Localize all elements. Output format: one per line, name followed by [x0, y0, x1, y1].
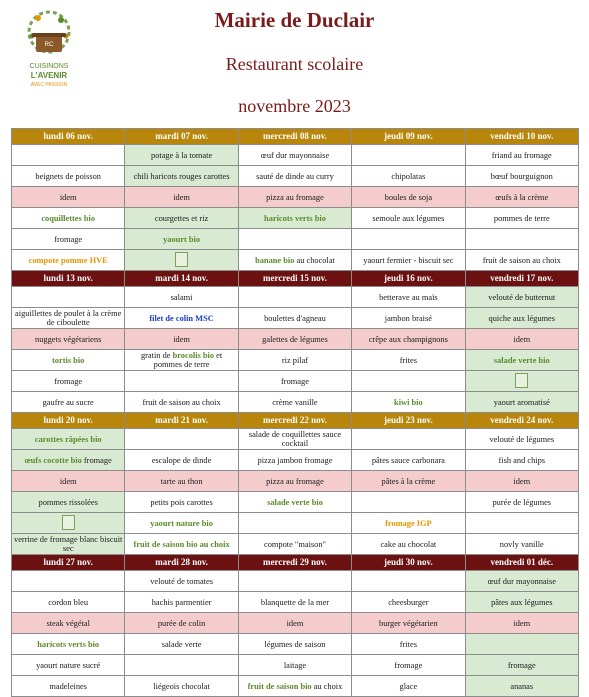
menu-cell [352, 229, 465, 250]
dish-text: friand au fromage [491, 150, 552, 160]
menu-cell [125, 208, 238, 229]
day-header: lundi 20 nov. [12, 413, 125, 429]
dish-text: crème vanille [272, 397, 318, 407]
dish-text: courgettes et riz [154, 213, 209, 223]
menu-cell [12, 187, 125, 208]
menu-cell [352, 287, 465, 308]
dish-text: fromage [394, 660, 423, 670]
day-header: mercredi 22 nov. [238, 413, 351, 429]
menu-cell [465, 287, 578, 308]
menu-row [12, 592, 579, 613]
menu-cell [12, 513, 125, 534]
day-header: lundi 06 nov. [12, 129, 125, 145]
menu-cell [465, 429, 578, 450]
menu-cell [12, 350, 125, 371]
menu-cell [238, 634, 351, 655]
dish-text: boules de soja [384, 192, 433, 202]
dish-text: escalope de dinde [151, 455, 212, 465]
menu-cell [352, 429, 465, 450]
menu-cell [238, 287, 351, 308]
menu-cell [12, 166, 125, 187]
menu-cell [238, 166, 351, 187]
menu-cell [125, 166, 238, 187]
weekly-menu-table [11, 128, 579, 697]
vegetarian-label-icon [175, 252, 188, 267]
dish-text: beignets de poisson [35, 171, 101, 181]
week-header-row [12, 413, 579, 429]
menu-cell [238, 208, 351, 229]
dish-text: et pommes de terre [153, 351, 223, 369]
menu-cell [352, 492, 465, 513]
menu-row [12, 676, 579, 697]
menu-cell [12, 613, 125, 634]
dish-text: au chocolat [294, 255, 335, 265]
menu-cell [465, 450, 578, 471]
menu-cell [238, 187, 351, 208]
dish-text: hachis parmentier [151, 597, 212, 607]
week-header-row [12, 271, 579, 287]
day-header: mercredi 15 nov. [238, 271, 351, 287]
dish-text: fromage [54, 376, 83, 386]
menu-cell [12, 145, 125, 166]
dish-text: tarte au thon [160, 476, 203, 486]
menu-cell [12, 492, 125, 513]
menu-cell [12, 287, 125, 308]
dish-text: compote pomme HVE [28, 255, 108, 265]
dish-text: yaourt fermier - biscuit sec [363, 255, 454, 265]
menu-cell [12, 229, 125, 250]
menu-cell [125, 592, 238, 613]
dish-text: velouté de légumes [489, 434, 555, 444]
menu-cell [465, 613, 578, 634]
menu-cell [352, 634, 465, 655]
menu-cell [352, 371, 465, 392]
menu-row [12, 613, 579, 634]
menu-cell [125, 634, 238, 655]
menu-cell [12, 208, 125, 229]
menu-cell [125, 308, 238, 329]
menu-row [12, 229, 579, 250]
menu-cell [465, 634, 578, 655]
dish-text: cake au chocolat [380, 539, 437, 549]
menu-row [12, 492, 579, 513]
dish-text: purée de colin [157, 618, 206, 628]
menu-cell [465, 471, 578, 492]
menu-cell [12, 371, 125, 392]
menu-cell [465, 534, 578, 555]
dish-text: haricots verts bio [37, 639, 100, 649]
dish-text: velouté de butternut [488, 292, 556, 302]
dish-text: betterave au maïs [379, 292, 438, 302]
menu-cell [465, 229, 578, 250]
menu-cell [125, 450, 238, 471]
menu-cell [465, 208, 578, 229]
day-header: mercredi 08 nov. [238, 129, 351, 145]
dish-text: sauté de dinde au curry [256, 171, 334, 181]
dish-text: liégeois chocolat [153, 681, 210, 691]
day-header: lundi 13 nov. [12, 271, 125, 287]
dish-text: pâtes aux légumes [491, 597, 553, 607]
menu-cell [465, 250, 578, 271]
menu-row [12, 371, 579, 392]
logo-line2: L'AVENIR [30, 71, 68, 80]
menu-cell [352, 676, 465, 697]
menu-cell [238, 250, 351, 271]
dish-text: œufs à la crème [495, 192, 549, 202]
dish-text: fromage [81, 455, 112, 465]
dish-text: quiche aux légumes [488, 313, 556, 323]
page-subtitle: Restaurant scolaire [225, 54, 364, 74]
menu-cell [465, 492, 578, 513]
day-header: vendredi 10 nov. [465, 129, 578, 145]
dish-text: galettes de légumes [262, 334, 328, 344]
dish-text: tortis bio [52, 355, 85, 365]
day-header: mardi 21 nov. [125, 413, 238, 429]
menu-cell [465, 513, 578, 534]
menu-cell [238, 350, 351, 371]
dish-text: salade verte [161, 639, 202, 649]
dish-text: crêpe aux champignons [368, 334, 448, 344]
menu-cell [352, 350, 465, 371]
menu-cell [352, 166, 465, 187]
menu-row [12, 392, 579, 413]
menu-row [12, 429, 579, 450]
dish-text: compote "maison" [263, 539, 326, 549]
menu-row [12, 471, 579, 492]
logo-top-text: RC [44, 42, 54, 48]
dish-text: fromage [54, 234, 83, 244]
menu-cell [352, 655, 465, 676]
menu-cell [352, 471, 465, 492]
day-header: vendredi 24 nov. [465, 413, 578, 429]
dish-text: idem [59, 192, 77, 202]
menu-cell [238, 513, 351, 534]
dish-text: petits pois carottes [150, 497, 213, 507]
menu-row [12, 187, 579, 208]
menu-row [12, 250, 579, 271]
day-header: jeudi 16 nov. [352, 271, 465, 287]
menu-row [12, 534, 579, 555]
dish-text: ananas [510, 681, 534, 691]
menu-cell [125, 187, 238, 208]
menu-cell [12, 392, 125, 413]
dish-text: fruit de saison bio au choix [133, 539, 230, 549]
dish-text: œuf dur mayonnaise [260, 150, 330, 160]
dish-text: idem [173, 192, 190, 202]
menu-row [12, 208, 579, 229]
menu-cell [352, 392, 465, 413]
menu-cell [12, 471, 125, 492]
dish-text: blanquette de la mer [260, 597, 330, 607]
menu-cell [465, 187, 578, 208]
menu-row [12, 634, 579, 655]
vegetarian-label-icon [62, 515, 75, 530]
menu-cell [352, 329, 465, 350]
dish-text: cordon bleu [48, 597, 89, 607]
menu-cell [352, 450, 465, 471]
dish-text: potage à la tomate [151, 150, 213, 160]
menu-cell [465, 392, 578, 413]
menu-row [12, 308, 579, 329]
dish-text: jambon braisé [384, 313, 432, 323]
dish-text: yaourt bio [163, 234, 201, 244]
menu-cell [238, 676, 351, 697]
dish-text: burger végétarien [379, 618, 438, 628]
menu-cell [12, 571, 125, 592]
menu-cell [465, 145, 578, 166]
dish-text: salade verte bio [493, 355, 550, 365]
menu-row [12, 145, 579, 166]
dish-text: idem [513, 476, 531, 486]
day-header: lundi 27 nov. [12, 555, 125, 571]
dish-text: carottes râpées bio [34, 434, 102, 444]
menu-cell [465, 166, 578, 187]
menu-cell [125, 287, 238, 308]
menu-cell [238, 392, 351, 413]
dish-text: œuf dur mayonnaise [487, 576, 556, 586]
dish-text: kiwi bio [394, 397, 423, 407]
menu-cell [465, 655, 578, 676]
menu-cell [238, 571, 351, 592]
day-header: vendredi 01 déc. [465, 555, 578, 571]
menu-cell [12, 534, 125, 555]
menu-cell [238, 308, 351, 329]
dish-text: madeleines [49, 681, 88, 691]
menu-cell [465, 592, 578, 613]
dish-text: chipolatas [391, 171, 426, 181]
dish-text: pizza au fromage [266, 476, 324, 486]
menu-cell [12, 308, 125, 329]
dish-text: cheesburger [388, 597, 429, 607]
menu-cell [238, 229, 351, 250]
day-header: mardi 28 nov. [125, 555, 238, 571]
dish-text: verrine de fromage blanc biscuit sec [14, 535, 123, 553]
dish-text: bœuf bourguignon [490, 171, 553, 181]
menu-cell [238, 329, 351, 350]
menu-cell [125, 371, 238, 392]
day-header: jeudi 30 nov. [352, 555, 465, 571]
menu-cell [352, 513, 465, 534]
menu-cell [125, 613, 238, 634]
menu-cell [352, 534, 465, 555]
menu-row [12, 166, 579, 187]
menu-cell [465, 350, 578, 371]
menu-cell [12, 450, 125, 471]
menu-row [12, 450, 579, 471]
menu-cell [352, 571, 465, 592]
menu-cell [125, 229, 238, 250]
menu-cell [238, 371, 351, 392]
dish-text: légumes de saison [264, 639, 326, 649]
menu-cell [12, 676, 125, 697]
dish-text: salade de coquillettes sauce cocktail [248, 430, 342, 448]
menu-cell [238, 613, 351, 634]
menu-cell [238, 450, 351, 471]
dish-text: coquillettes bio [41, 213, 96, 223]
menu-cell [465, 371, 578, 392]
menu-cell [238, 429, 351, 450]
week-header-row [12, 555, 579, 571]
menu-cell [352, 145, 465, 166]
menu-cell [12, 592, 125, 613]
menu-cell [352, 208, 465, 229]
dish-text: œufs cocotte bio [24, 455, 82, 465]
menu-cell [465, 329, 578, 350]
menu-cell [352, 250, 465, 271]
dish-text: pâtes sauce carbonara [371, 455, 445, 465]
dish-text: idem [59, 476, 77, 486]
dish-text: salami [170, 292, 193, 302]
dish-text: pizza au fromage [266, 192, 324, 202]
dish-text: pommes de terre [493, 213, 550, 223]
menu-cell [12, 634, 125, 655]
logo-line3: AVEC PASSION [30, 82, 68, 88]
day-header: mardi 07 nov. [125, 129, 238, 145]
page-month: novembre 2023 [238, 96, 351, 116]
menu-cell [238, 534, 351, 555]
dish-text: idem [173, 334, 190, 344]
dish-text: yaourt aromatisé [493, 397, 550, 407]
menu-cell [125, 471, 238, 492]
menu-row [12, 287, 579, 308]
dish-text: gaufre au sucre [42, 397, 94, 407]
menu-cell [125, 350, 238, 371]
dish-text: fruit de saison au choix [482, 255, 561, 265]
menu-cell [125, 492, 238, 513]
logo-line1: CUISINONS [29, 63, 69, 70]
dish-text: haricots verts bio [264, 213, 326, 223]
dish-text: novly vanille [499, 539, 544, 549]
menu-cell [12, 329, 125, 350]
dish-text: idem [513, 618, 531, 628]
dish-text: salade verte bio [267, 497, 323, 507]
dish-text: banane bio [255, 255, 295, 265]
dish-text: fish and chips [498, 455, 546, 465]
dish-text: fromage [281, 376, 309, 386]
dish-text: semoule aux légumes [372, 213, 445, 223]
menu-row [12, 513, 579, 534]
menu-cell [352, 308, 465, 329]
day-header: vendredi 17 nov. [465, 271, 578, 287]
menu-cell [465, 571, 578, 592]
day-header: jeudi 09 nov. [352, 129, 465, 145]
dish-text: pâtes à la crème [381, 476, 436, 486]
dish-text: chili haricots rouges carottes [133, 171, 230, 181]
day-header: mercredi 29 nov. [238, 555, 351, 571]
dish-text: boulettes d'agneau [264, 313, 326, 323]
dish-text: yaourt nature bio [150, 518, 213, 528]
dish-text: purée de légumes [492, 497, 552, 507]
dish-text: idem [513, 334, 531, 344]
menu-cell [125, 534, 238, 555]
dish-text: idem [286, 618, 304, 628]
menu-cell [238, 492, 351, 513]
dish-text: fromage [507, 660, 536, 670]
dish-text: fromage IGP [385, 518, 432, 528]
dish-text: filet de colin MSC [149, 313, 214, 323]
dish-text: au choix [311, 681, 343, 691]
dish-text: aiguillettes de poulet à la crème de ciboulette [15, 309, 122, 327]
vegetarian-label-icon [515, 373, 528, 388]
menu-cell [125, 571, 238, 592]
menu-row [12, 655, 579, 676]
dish-text: velouté de tomates [150, 576, 213, 586]
dish-text: pommes rissolées [38, 497, 98, 507]
dish-text: frites [399, 639, 417, 649]
menu-cell [125, 655, 238, 676]
menu-row [12, 350, 579, 371]
menu-cell [12, 429, 125, 450]
week-header-row [12, 129, 579, 145]
menu-cell [125, 250, 238, 271]
menu-cell [125, 429, 238, 450]
menu-cell [465, 676, 578, 697]
menu-cell [238, 145, 351, 166]
dish-text: gratin de [140, 351, 173, 360]
menu-cell [465, 308, 578, 329]
dish-text: laitage [283, 660, 307, 670]
day-header: jeudi 23 nov. [352, 413, 465, 429]
menu-row [12, 329, 579, 350]
menu-cell [125, 676, 238, 697]
page-title: Mairie de Duclair [214, 8, 375, 32]
dish-text: riz pilaf [281, 355, 309, 365]
menu-cell [125, 329, 238, 350]
menu-cell [238, 655, 351, 676]
dish-text: fruit de saison au choix [142, 397, 221, 407]
menu-cell [12, 250, 125, 271]
menu-cell [352, 187, 465, 208]
menu-cell [238, 471, 351, 492]
dish-text: frites [399, 355, 417, 365]
menu-cell [12, 655, 125, 676]
menu-cell [125, 392, 238, 413]
menu-cell [352, 592, 465, 613]
menu-cell [125, 145, 238, 166]
dish-text: steak végétal [46, 618, 90, 628]
day-header: mardi 14 nov. [125, 271, 238, 287]
dish-text: pizza jambon fromage [257, 455, 333, 465]
menu-cell [125, 513, 238, 534]
dish-text: brocolis bio [172, 351, 215, 360]
menu-cell [238, 592, 351, 613]
dish-text: yaourt nature sucré [36, 660, 101, 670]
menu-cell [352, 613, 465, 634]
dish-text: glace [399, 681, 418, 691]
dish-text: fruit de saison bio [247, 681, 312, 691]
menu-row [12, 571, 579, 592]
dish-text: nuggets végétariens [35, 334, 102, 344]
